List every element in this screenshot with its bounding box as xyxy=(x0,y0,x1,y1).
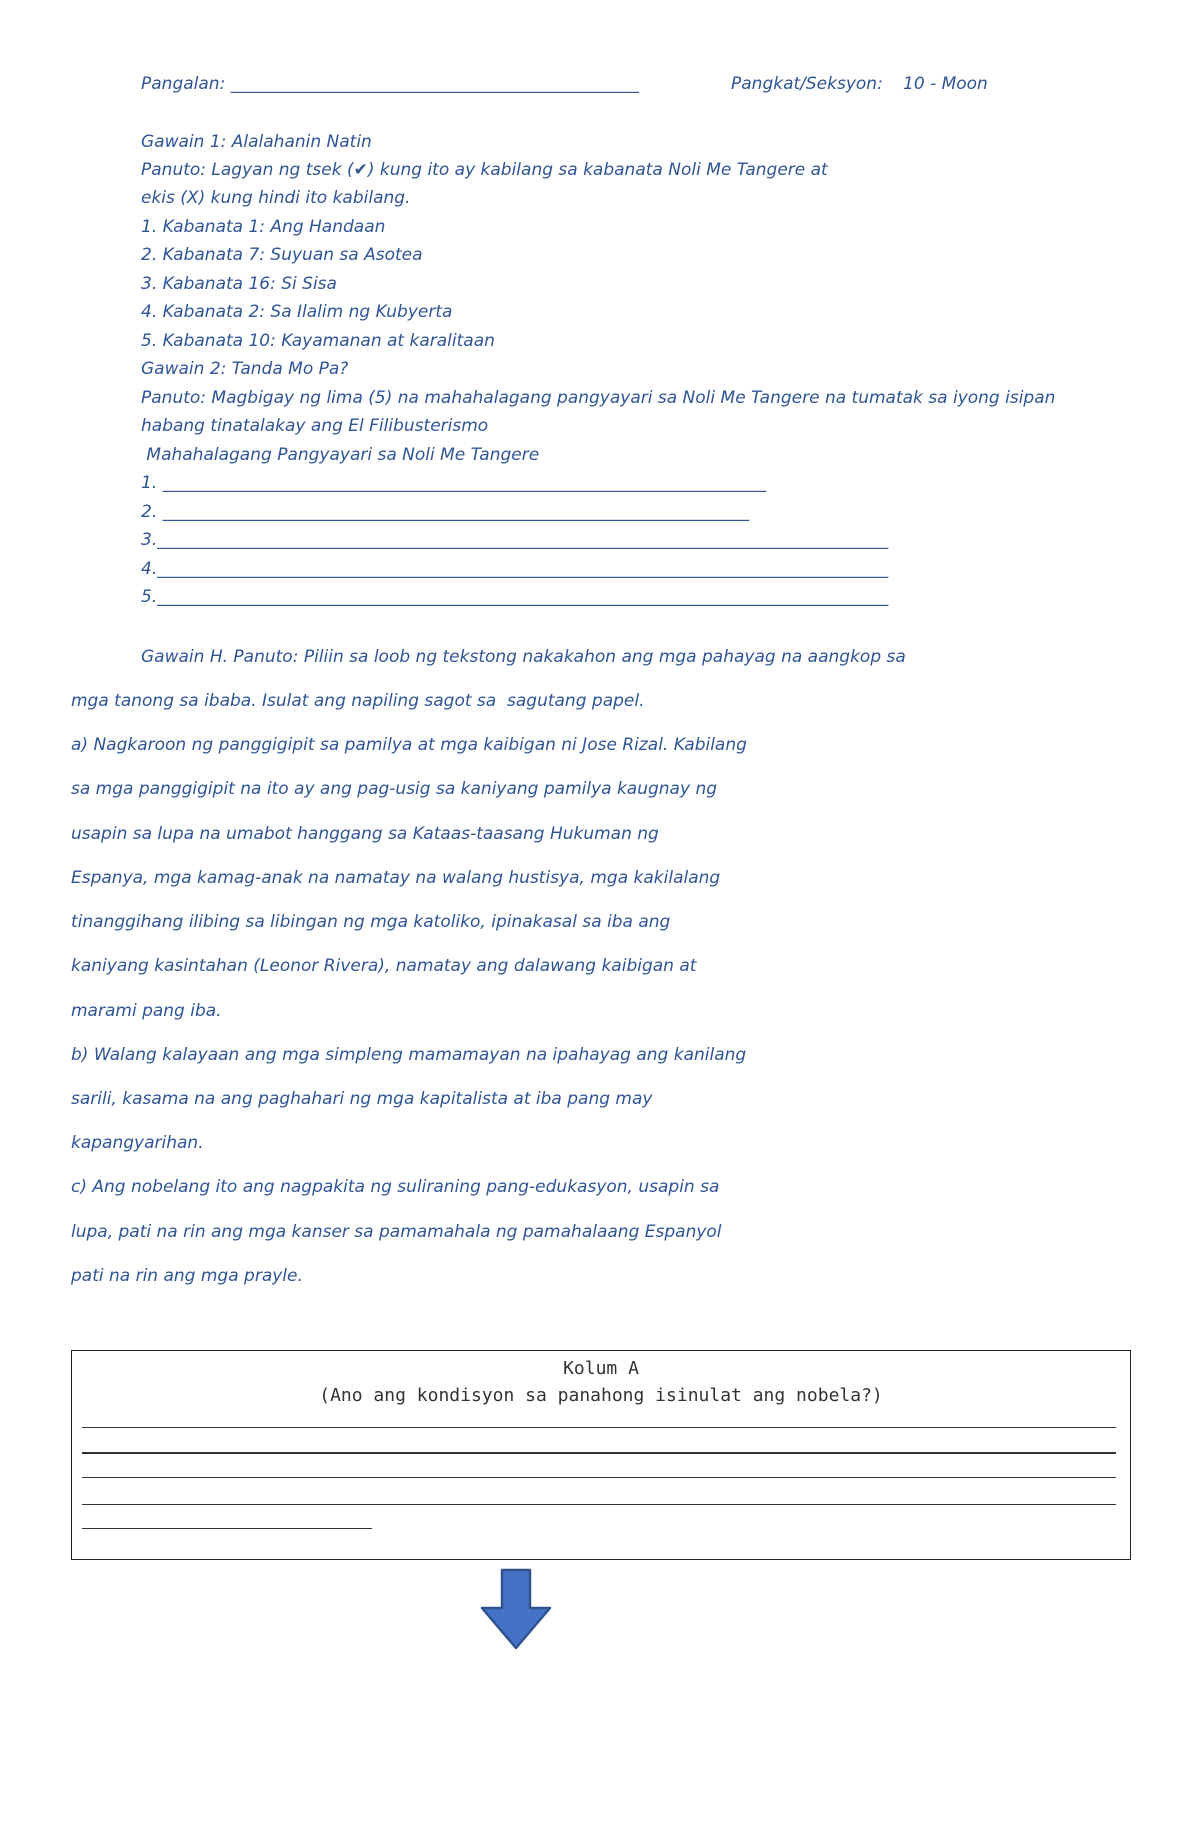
answer-line[interactable] xyxy=(82,1452,1116,1454)
answer-line[interactable] xyxy=(82,1477,1116,1478)
paragraph-a-line: kaniyang kasintahan (Leonor Rivera), namatay ang dalawang kaibigan at xyxy=(71,956,697,976)
list-item: 3. Kabanata 16: Si Sisa xyxy=(141,274,337,294)
paragraph-b-line: sarili, kasama na ang paghahari ng mga kapitalista at iba pang may xyxy=(71,1089,653,1109)
gawain2-subheading: Mahahalagang Pangyayari sa Noli Me Tangere xyxy=(141,445,540,465)
paragraph-c-line: c) Ang nobelang ito ang nagpakita ng suliraning pang-edukasyon, usapin sa xyxy=(71,1177,720,1197)
gawain2-title: Gawain 2: Tanda Mo Pa? xyxy=(141,359,349,379)
list-item: 4. Kabanata 2: Sa Ilalim ng Kubyerta xyxy=(141,302,453,322)
kolum-a-question: (Ano ang kondisyon sa panahong isinulat ang nobela?) xyxy=(319,1385,883,1406)
gawain1-title: Gawain 1: Alalahanin Natin xyxy=(141,132,372,152)
paragraph-a-line: sa mga panggigipit na ito ay ang pag-usig sa kaniyang pamilya kaugnay ng xyxy=(71,779,718,799)
list-item: 2. Kabanata 7: Suyuan sa Asotea xyxy=(141,245,423,265)
answer-blank[interactable]: 3.______________________________________________________________________________________ xyxy=(141,530,889,550)
paragraph-a-line: usapin sa lupa na umabot hanggang sa Kataas-taasang Hukuman ng xyxy=(71,824,659,844)
paragraph-c-line: pati na rin ang mga prayle. xyxy=(71,1266,303,1286)
list-item: 5. Kabanata 10: Kayamanan at karalitaan xyxy=(141,331,495,351)
answer-line[interactable] xyxy=(82,1504,1116,1505)
paragraph-b-line: kapangyarihan. xyxy=(71,1133,204,1153)
paragraph-b-line: b) Walang kalayaan ang mga simpleng mamamayan na ipahayag ang kanilang xyxy=(71,1045,747,1065)
kolum-a-box xyxy=(71,1350,1131,1560)
paragraph-a-line: marami pang iba. xyxy=(71,1001,222,1021)
answer-blank[interactable]: 2. _____________________________________________________________________ xyxy=(141,502,750,522)
gawain1-instruction: Panuto: Lagyan ng tsek (✔) kung ito ay kabilang sa kabanata Noli Me Tangere at xyxy=(141,160,828,180)
down-arrow-icon xyxy=(478,1568,554,1656)
gawain-h-instruction: Gawain H. Panuto: Piliin sa loob ng tekstong nakakahon ang mga pahayag na aangkop sa xyxy=(141,647,906,667)
section-label: Pangkat/Seksyon: xyxy=(731,74,883,94)
gawain2-instruction: Panuto: Magbigay ng lima (5) na mahahalagang pangyayari sa Noli Me Tangere na tumatak sa iyong isipan xyxy=(141,388,1056,408)
paragraph-a-line: a) Nagkaroon ng panggigipit sa pamilya at mga kaibigan ni Jose Rizal. Kabilang xyxy=(71,735,747,755)
kolum-a-title: Kolum A xyxy=(563,1358,639,1379)
name-field-label: Pangalan: ________________________________________________ xyxy=(141,74,639,94)
answer-blank[interactable]: 5.______________________________________________________________________________________ xyxy=(141,587,889,607)
section-value: 10 - Moon xyxy=(903,74,988,94)
paragraph-c-line: lupa, pati na rin ang mga kanser sa pamamahala ng pamahalaang Espanyol xyxy=(71,1222,722,1242)
list-item: 1. Kabanata 1: Ang Handaan xyxy=(141,217,386,237)
gawain-h-instruction-cont: mga tanong sa ibaba. Isulat ang napiling sagot sa sagutang papel. xyxy=(71,691,645,711)
gawain1-instruction-cont: ekis (X) kung hindi ito kabilang. xyxy=(141,188,411,208)
answer-line[interactable] xyxy=(82,1427,1116,1428)
answer-blank[interactable]: 4.______________________________________________________________________________________ xyxy=(141,559,889,579)
paragraph-a-line: tinanggihang ilibing sa libingan ng mga katoliko, ipinakasal sa iba ang xyxy=(71,912,671,932)
answer-line[interactable] xyxy=(82,1528,372,1529)
paragraph-a-line: Espanya, mga kamag-anak na namatay na walang hustisya, mga kakilalang xyxy=(71,868,721,888)
gawain2-instruction-cont: habang tinatalakay ang El Filibusterismo xyxy=(141,416,489,436)
answer-blank[interactable]: 1. _______________________________________________________________________ xyxy=(141,473,767,493)
